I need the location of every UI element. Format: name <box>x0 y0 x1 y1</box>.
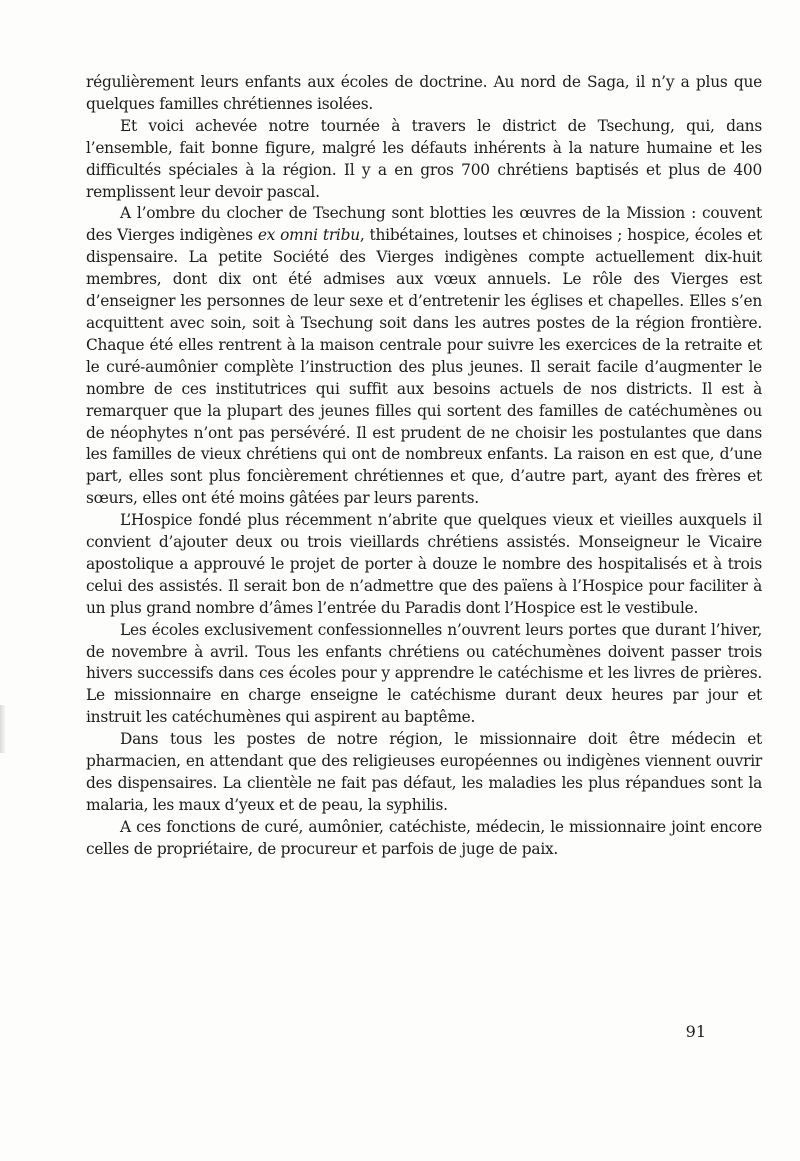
page-number: 91 <box>685 1022 706 1041</box>
paragraph-6: Dans tous les postes de notre région, le missionnaire doit être médecin et pharmacien, en attendant que des religieuses européennes ou indigènes viennent ouvrir des dispensaires. La clientèle ne fait pas défaut, les maladies les plus répandues sont la malaria, les maux d’yeux et de peau, la syphilis. <box>86 730 762 814</box>
paragraph-3 <box>86 203 762 510</box>
paragraph-7: A ces fonctions de curé, aumônier, catéchiste, médecin, le missionnaire joint encore celles de propriétaire, de procureur et parfois de juge de paix. <box>86 817 762 858</box>
paragraph-3-start: A l’ombre du clocher de Tsechung sont blotties les œuvres de la Mission : couvent des Vierges indigènes <box>86 204 762 245</box>
paragraph-2: Et voici achevée notre tournée à travers le district de Tsechung, qui, dans l’ensemble, fait bonne figure, malgré les défauts inhérents à la nature humaine et les difficultés spéciales à la région. Il y a en gros 700 chrétiens baptisés et plus de 400 remplissent leur devoir pascal. <box>86 116 762 201</box>
body-text <box>86 72 762 861</box>
paragraph-1: régulièrement leurs enfants aux écoles de doctrine. Au nord de Saga, il n’y a plus que quelques familles chrétiennes isolées. <box>86 73 762 113</box>
paragraph-5: Les écoles exclusivement confessionnelles n’ouvrent leurs portes que durant l’hiver, de novembre à avril. Tous les enfants chrétiens ou catéchumènes doivent passer trois hivers successifs dans ces écoles pour y apprendre le catéchisme et les livres de prières. Le missionnaire en charge enseigne le catéchisme durant deux heures par jour et instruit les catéchumènes qui aspirent au baptême. <box>86 620 762 727</box>
latin-phrase: ex omni tribu <box>257 226 360 245</box>
scan-margin-shadow <box>0 705 6 753</box>
paragraph-3-rest: , thibétaines, loutses et chinoises ; hospice, écoles et dispensaire. La petite Société des Vierges indigènes compte actuellement dix-huit membres, dont dix ont été admises aux vœux annuels. Le rôle des Vierges est d’enseigner les personnes de leur sexe et d’entretenir les églises et chapelles. Elles s’en acquittent avec soin, soit à Tsechung soit dans les autres postes de la région frontière. Chaque été elles rentrent à la maison centrale pour suivre les exercices de la retraite et le curé-aumônier complète l’instruction des plus jeunes. Il serait facile d’augmenter le nombre de ces institutrices qui suffit aux besoins actuels de nos districts. Il est à remarquer que la plupart des jeunes filles qui sortent des familles de catéchumènes ou de néophytes n’ont pas persévéré. Il est prudent de ne choisir les postulantes que dans les familles de vieux chrétiens qui ont de nombreux enfants. La raison en est que, d’une part, elles sont plus foncièrement chrétiennes et que, d’autre part, ayant des frères et sœurs, elles ont été moins gâtées par leurs parents. <box>86 226 762 508</box>
paragraph-4: L’Hospice fondé plus récemment n’abrite que quelques vieux et vieilles auxquels il convient d’ajouter deux ou trois vieillards chrétiens assistés. Monseigneur le Vicaire apostolique a approuvé le projet de porter à douze le nombre des hospitalisés et à trois celui des assistés. Il serait bon de n’admettre que des païens à l’Hospice pour faciliter à un plus grand nombre d’âmes l’entrée du Paradis dont l’Hospice est le vestibule. <box>86 511 762 617</box>
